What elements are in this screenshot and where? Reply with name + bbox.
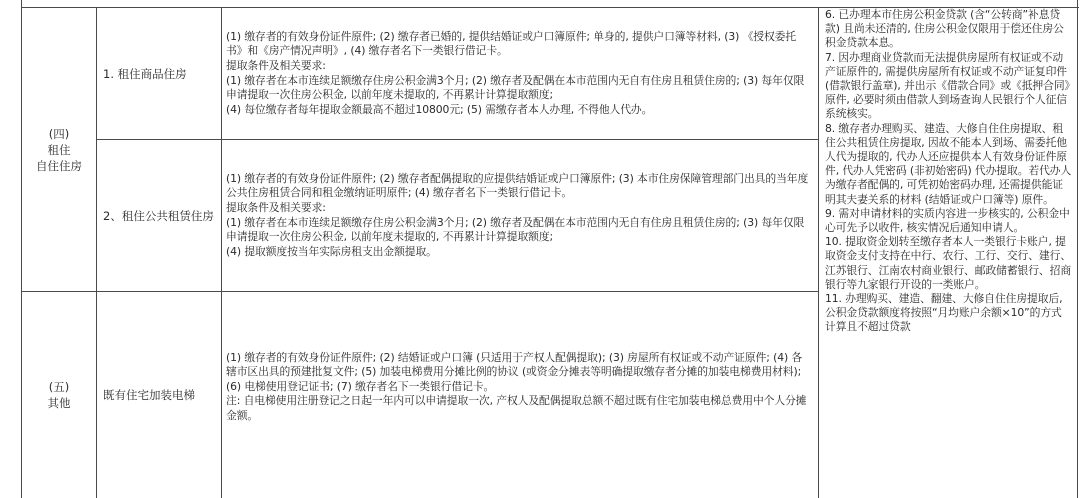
subcategory-label: 2、租住公共租赁住房 — [103, 208, 214, 223]
requirement-text: (4) 提取额度按当年实际房租支出金额提取。 — [226, 244, 437, 258]
requirements-cell — [222, 292, 818, 482]
subcategory-cell — [97, 8, 221, 139]
requirement-heading: 提取条件及相关要求: — [226, 58, 326, 72]
notes-cell — [819, 8, 1078, 498]
category-line: (四) — [48, 126, 70, 141]
requirement-text: (1) 缴存者在本市连续足额缴存住房公积金满3个月; (2) 缴存者及配偶在本市范围内无自有住房且租赁住房的; (3) 每年仅限申请提取一次住房公积金, 以前年度未提取的, 不再累计计算提取额度; — [226, 215, 805, 244]
requirement-text: (1) 缴存者的有效身份证件原件; (2) 缴存者配偶提取的应提供结婚证或户口簿原件; (3) 本市住房保障管理部门出具的当年度公共住房租赁合同和租金缴纳证明原件; (4) 缴存者名下一类银行借记卡。 — [226, 171, 809, 200]
note-item: 6. 已办理本市住房公积金贷款 (含“公转商”补息贷款) 且尚未还清的, 住房公积金仅限用于偿还住房公积金贷款本息。 — [825, 8, 1064, 50]
requirement-heading: 提取条件及相关要求: — [226, 200, 326, 214]
subcategory-cell — [97, 292, 221, 498]
category-line: 其他 — [47, 396, 71, 410]
requirement-note: 注: 自电梯使用注册登记之日起一年内可以申请提取一次, 产权人及配偶提取总额不超过既有住宅加装电梯总费用中个人分摊金额。 — [226, 394, 807, 422]
requirements-cell — [222, 8, 818, 139]
subcategory-label: 1. 租住商品住房 — [103, 66, 187, 81]
requirement-text: (1) 缴存者的有效身份证件原件; (2) 缴存者已婚的, 提供结婚证或户口簿原件; 单身的, 提供户口簿等材料, (3) 《授权委托书》和《房产情况声明》, (4) 缴存者名下一类银行借记卡。 — [226, 29, 797, 58]
note-item: 9. 需对申请材料的实质内容进一步核实的, 公积金中心可先予以收件, 核实情况后通知申请人。 — [825, 206, 1070, 235]
note-item: 11. 办理购买、建造、翻建、大修自住住房提取后, 公积金贷款额度将按照“月均账户余额×10”的方式计算且不超过贷款 — [825, 292, 1063, 334]
subcategory-label: 既有住宅加装电梯 — [103, 388, 195, 402]
requirements-cell — [222, 140, 818, 291]
provident-fund-table — [21, 0, 1078, 498]
category-cell-rent — [22, 8, 96, 291]
category-line: 自住住房 — [36, 158, 82, 173]
category-line: 租住 — [47, 142, 71, 157]
category-cell-other — [22, 292, 96, 498]
note-item: 8. 缴存者办理购买、建造、大修自住住房提取、租住公共租赁住房提取, 因故不能本人到场、需委托他人代为提取的, 代办人还应提供本人有效身份证件原件, 代办人凭密码 (非初始密码) 代办提取。若代办人为缴存者配偶的, 可凭初始密码办理, 还需提供能证明其夫妻关系的材料 (结婚证或户口簿等) 原件。 — [825, 121, 1072, 206]
note-item: 7. 因办理商业贷款而无法提供房屋所有权证或不动产证原件的, 需提供房屋所有权证或不动产证复印件 (借款银行盖章), 并出示《借款合同》或《抵押合同》原件, 必要时须由借款人到场查询人民银行个人征信系统核实。 — [825, 50, 1070, 121]
category-line: (五) — [48, 380, 70, 394]
requirement-text: (1) 缴存者在本市连续足额缴存住房公积金满3个月; (2) 缴存者及配偶在本市范围内无自有住房且租赁住房的; (3) 每年仅限申请提取一次住房公积金, 以前年度未提取的, 不再累计计算提取额度; — [226, 73, 805, 102]
note-item: 10. 提取资金划转至缴存者本人一类银行卡账户, 提取资金支付支持在中行、农行、工行、交行、建行、江苏银行、江南农村商业银行、邮政储蓄银行、招商银行等九家银行开设的一类账户。 — [825, 235, 1072, 291]
requirement-text: (1) 缴存者的有效身份证件原件; (2) 结婚证或户口簿 (只适用于产权人配偶提取); (3) 房屋所有权证或不动产证原件; (4) 各辖市区出具的预建批复文件; (5) 加装电梯费用分摊比例的协议 (或资金分摊表等明确提取缴存者分摊的加装电梯费用材料); (6) 电梯使用登记证书; (7) 缴存者名下一类银行借记卡。 — [226, 350, 803, 393]
subcategory-cell — [97, 140, 221, 291]
requirement-text: (4) 每位缴存者每年提取金额最高不超过10800元; (5) 需缴存者本人办理, 不得他人代办。 — [226, 102, 653, 116]
